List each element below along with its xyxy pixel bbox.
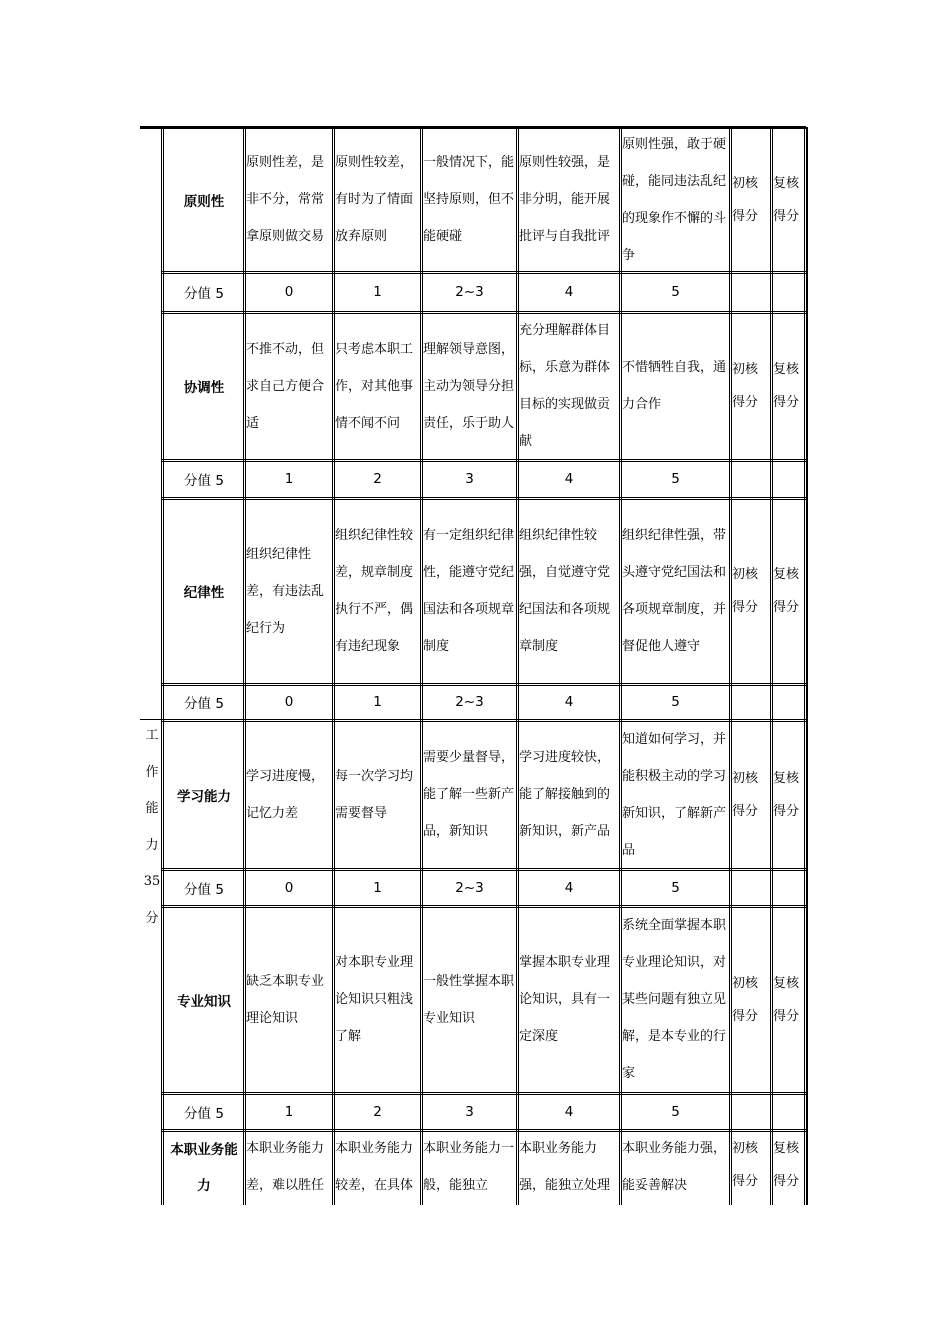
- criterion-level-description: [246, 498, 332, 684]
- initial-score-text: 初核得分: [732, 975, 759, 1024]
- description-text: 本职业务能力较差，在具体: [335, 1141, 414, 1193]
- description-text: 本职业务能力强，能妥善解决: [622, 1141, 727, 1193]
- score-row-label: 分值 5: [184, 1105, 224, 1122]
- initial-score-label: [732, 498, 770, 684]
- score-value: 2: [373, 1103, 382, 1120]
- score-value: 2~3: [455, 694, 484, 710]
- description-text: 不惜牺牲自我，通力合作: [622, 360, 727, 412]
- score-value: 3: [465, 471, 474, 487]
- criterion-level-description: [246, 1130, 332, 1205]
- criterion-level-description: [423, 1130, 516, 1205]
- review-score-label: [773, 1130, 804, 1207]
- description-text: 有一定组织纪律性，能遵守党纪国法和各项规章制度: [423, 528, 515, 654]
- column-divider: [163, 127, 164, 1205]
- review-score-text: 复核得分: [773, 362, 800, 410]
- review-score-label: [773, 127, 804, 272]
- column-divider-double: [420, 127, 421, 1205]
- score-value: 4: [564, 1103, 574, 1120]
- description-text: 对本职专业理论知识只粗浅了解: [335, 955, 414, 1044]
- description-text: 每一次学习均需要督导: [335, 768, 414, 821]
- description-text: 组织纪律性较差，规章制度执行不严，偶有违纪现象: [335, 528, 414, 654]
- description-text: 系统全面掌握本职专业理论知识，对某些问题有独立见解，是本专业的行家: [622, 918, 727, 1081]
- score-value: 1: [284, 471, 294, 487]
- criterion-level-description: [423, 498, 516, 684]
- criterion-level-description: [335, 1130, 420, 1205]
- criterion-level-description: [246, 720, 332, 869]
- criterion-level-description: [246, 312, 332, 460]
- score-value: 5: [671, 284, 680, 300]
- score-row-label: 分值 5: [184, 881, 224, 898]
- criterion-level-description: [423, 906, 516, 1093]
- review-score-text: 复核得分: [773, 175, 800, 224]
- criterion-name: 纪律性: [183, 585, 225, 601]
- score-value: 5: [671, 471, 680, 487]
- score-value: 0: [284, 694, 294, 710]
- description-text: 缺乏本职专业理论知识: [246, 973, 325, 1026]
- section-label: [140, 718, 164, 937]
- initial-score-text: 初核得分: [732, 770, 759, 819]
- criterion-name: 本职业务能力: [170, 1142, 238, 1194]
- score-value: 1: [373, 694, 382, 710]
- column-divider-double: [516, 127, 517, 1205]
- score-value: 4: [564, 471, 574, 487]
- criterion-name: 专业知识: [177, 993, 231, 1010]
- description-text: 组织纪律性强，带头遵守党纪国法和各项规章制度，并督促他人遵守: [622, 528, 727, 654]
- score-value: 2~3: [455, 879, 484, 896]
- initial-score-label: [732, 720, 770, 869]
- criterion-level-description: [519, 1130, 619, 1205]
- initial-score-text: 初核得分: [732, 567, 759, 615]
- description-text: 充分理解群体目标，乐意为群体目标的实现做贡献: [519, 323, 611, 449]
- review-score-text: 复核得分: [773, 1141, 800, 1189]
- criterion-name: 原则性: [183, 193, 225, 210]
- initial-score-text: 初核得分: [732, 175, 759, 224]
- score-row-label: 分值 5: [184, 696, 224, 712]
- section-label-char: 力: [145, 837, 159, 853]
- review-score-text: 复核得分: [773, 975, 800, 1024]
- review-score-text: 复核得分: [773, 567, 800, 615]
- criterion-level-description: [335, 498, 420, 684]
- criterion-level-description: [519, 312, 619, 460]
- description-text: 学习进度慢，记忆力差: [246, 768, 325, 821]
- initial-score-label: [732, 312, 770, 460]
- description-text: 原则性较强，是非分明，能开展批评与自我批评: [519, 155, 611, 244]
- score-value: 5: [671, 694, 680, 710]
- criterion-level-description: [335, 906, 420, 1093]
- score-value: 2: [373, 471, 382, 487]
- score-row-label: 分值 5: [184, 286, 224, 302]
- initial-score-label: [732, 906, 770, 1093]
- description-text: 一般情况下，能坚持原则，但不能硬碰: [423, 155, 515, 244]
- section-label-char: 工: [145, 728, 159, 743]
- description-text: 本职业务能力强，能独立处理: [519, 1141, 611, 1193]
- criterion-level-description: [246, 127, 332, 272]
- section-label-char: 能: [145, 801, 159, 816]
- initial-score-text: 初核得分: [732, 1141, 759, 1189]
- description-text: 需要少量督导，能了解一些新产品，新知识: [423, 750, 515, 839]
- criterion-name: 学习能力: [177, 788, 231, 805]
- column-divider: [806, 127, 808, 1205]
- criterion-level-description: [246, 906, 332, 1093]
- description-text: 组织纪律性差，有违法乱纪行为: [246, 546, 325, 636]
- score-value: 4: [564, 284, 574, 300]
- score-value: 1: [284, 1103, 294, 1120]
- column-divider-double: [161, 127, 162, 1205]
- score-value: 1: [373, 284, 382, 300]
- section-label-char: 分: [145, 910, 159, 926]
- criterion-level-description: [519, 906, 619, 1093]
- column-divider-double: [729, 127, 730, 1205]
- column-divider-double: [332, 127, 333, 1205]
- criterion-level-description: [335, 720, 420, 869]
- description-text: 一般性掌握本职专业知识: [423, 973, 515, 1026]
- score-value: 0: [284, 284, 294, 300]
- score-value: 2~3: [455, 284, 484, 300]
- description-text: 理解领导意图，主动为领导分担责任，乐于助人: [423, 341, 515, 431]
- description-text: 原则性差，是非不分，常常拿原则做交易: [246, 155, 325, 244]
- description-text: 本职业务能力一般，能独立: [423, 1141, 515, 1193]
- description-text: 只考虑本职工作，对其他事情不闻不问: [335, 341, 414, 431]
- score-value: 0: [284, 879, 294, 896]
- section-label-char: 35: [143, 874, 161, 889]
- review-score-label: [773, 906, 804, 1093]
- initial-score-label: [732, 127, 770, 272]
- criterion-level-description: [423, 312, 516, 460]
- description-text: 掌握本职专业理论知识，具有一定深度: [519, 955, 611, 1044]
- criterion-name: 协调性: [183, 380, 225, 396]
- initial-score-label: [732, 1130, 770, 1207]
- criterion-level-description: [622, 312, 729, 460]
- criterion-level-description: [519, 720, 619, 869]
- criterion-level-description: [622, 720, 729, 869]
- description-text: 不推不动，但求自己方便合适: [246, 341, 325, 431]
- review-score-label: [773, 720, 804, 869]
- criterion-level-description: [622, 498, 729, 684]
- review-score-label: [773, 498, 804, 684]
- description-text: 学习进度较快，能了解接触到的新知识，新产品: [519, 750, 611, 839]
- column-divider-double: [804, 127, 805, 1205]
- score-value: 1: [373, 879, 382, 896]
- criterion-level-description: [622, 906, 729, 1093]
- column-divider-double: [243, 127, 244, 1205]
- score-value: 4: [564, 694, 574, 710]
- review-score-label: [773, 312, 804, 460]
- column-divider-double: [619, 127, 620, 1205]
- criterion-level-description: [423, 720, 516, 869]
- score-value: 5: [671, 1103, 680, 1120]
- column-divider-double: [770, 127, 771, 1205]
- review-score-text: 复核得分: [773, 770, 800, 819]
- description-text: 原则性较差，有时为了情面放弃原则: [335, 155, 414, 244]
- score-value: 4: [564, 879, 574, 896]
- section-label-char: 作: [145, 764, 159, 780]
- description-text: 本职业务能力差，难以胜任: [246, 1141, 325, 1193]
- criterion-level-description: [622, 127, 729, 272]
- criterion-level-description: [335, 127, 420, 272]
- criterion-level-description: [519, 498, 619, 684]
- initial-score-text: 初核得分: [732, 362, 759, 410]
- score-value: 3: [465, 1103, 474, 1120]
- criterion-level-description: [519, 127, 619, 272]
- criterion-level-description: [335, 312, 420, 460]
- description-text: 组织纪律性较强，自觉遵守党纪国法和各项规章制度: [519, 528, 611, 654]
- description-text: 原则性强，敢于硬碰，能同违法乱纪的现象作不懈的斗争: [622, 136, 727, 263]
- description-text: 知道如何学习，并能积极主动的学习新知识，了解新产品: [622, 731, 727, 858]
- criterion-level-description: [622, 1130, 729, 1205]
- score-value: 5: [671, 879, 680, 896]
- score-row-label: 分值 5: [184, 473, 224, 489]
- criterion-level-description: [423, 127, 516, 272]
